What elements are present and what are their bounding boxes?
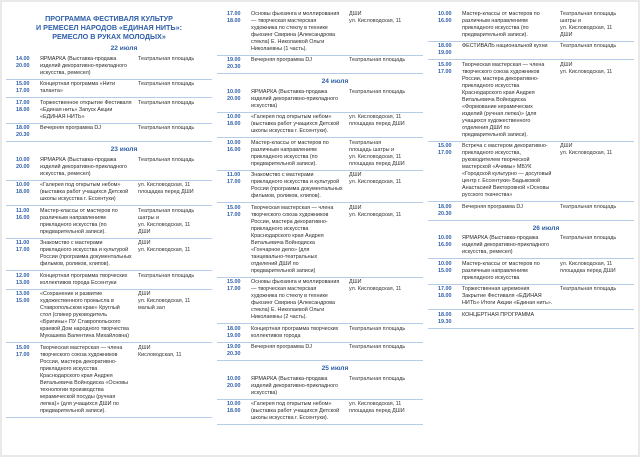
event-location-line: площадка перед ДШИ <box>349 121 405 127</box>
event-location <box>554 11 628 39</box>
schedule-list-3 <box>428 9 634 329</box>
event-description: «Галерея под открытым небом» (выставка работ учащихся Детской школы искусства г. Ессентуки) <box>40 182 129 202</box>
schedule-row <box>6 290 212 344</box>
program-title-line: И РЕМЕСЕЛ НАРОДОВ «ЕДИНАЯ НИТЬ»: <box>36 23 182 32</box>
event-location <box>554 286 628 307</box>
event-location <box>343 89 417 110</box>
event-time <box>428 261 462 282</box>
event-time <box>217 344 251 358</box>
event-time-end: 17.00 <box>227 286 241 292</box>
event-description: Встреча с мастером декоративно-прикладного искусства, руководителем творческой мастерской «Ачимы» МБУК «Городской культурно — досуговый центр г. Ессентуки» Бадыковой Анастасией Викторовной «Основы русского ткачества» <box>462 143 552 198</box>
event-time-start: 10.00 <box>438 260 452 267</box>
event-time-start: 15.00 <box>16 344 30 351</box>
event-time <box>428 43 462 57</box>
event-time <box>217 401 251 422</box>
event-time-end: 20.30 <box>438 210 452 217</box>
event-location-line: ДШИ <box>560 143 573 149</box>
event-description: ЯРМАРКА (Выставка-продажа изделий декоративно-прикладного искусства, ремесел) <box>40 156 128 177</box>
event-time-start: 13.00 <box>16 291 30 297</box>
event-description: ЯРМАРКА (Выставка-продажа изделий декоративно-прикладного искусства, ремесел) <box>462 235 550 255</box>
schedule-row <box>217 171 423 204</box>
event-description: Вечерняя программа DJ <box>40 125 101 131</box>
event-time-start: 10.00 <box>438 10 452 17</box>
event-location-line: площадка перед ДШИ <box>138 189 194 195</box>
schedule-row <box>428 60 634 142</box>
event-time <box>428 286 462 307</box>
schedule-row <box>217 343 423 362</box>
event-description: Мастер-классы от мастеров по различным направлениям прикладного искусства <box>462 260 540 281</box>
event-location-line: Театральная площадь <box>349 325 406 332</box>
event-location <box>554 143 628 199</box>
event-location <box>132 291 206 340</box>
date-heading: 26 июля <box>532 224 560 232</box>
event-time <box>6 81 40 95</box>
event-description: «Галерея под открытым небом» (выставка работ учащихся Детской школы искусства г. Ессентуки). <box>251 114 340 134</box>
event-time-start: 17.00 <box>16 99 30 106</box>
event-location <box>343 140 417 168</box>
event-time-end: 15.00 <box>438 267 452 274</box>
schedule-row <box>217 113 423 139</box>
event-location-line: Театральная площадь <box>138 207 195 214</box>
event-location-line: ул. Кисловодская, 11 <box>560 68 613 75</box>
schedule-list-2 <box>217 9 423 425</box>
event-description: Знакомство с мастерами прикладного искусства и культурой России (программа документальных фильмов, роликов, клипов). <box>251 172 343 199</box>
event-location-line: ул. Кисловодская, 11 <box>138 298 191 304</box>
schedule-column-3 <box>428 9 634 329</box>
event-time-start: 15.00 <box>438 143 452 149</box>
event-time-end: 20.00 <box>16 62 30 69</box>
event-location-line: Кисловодская, 11 <box>138 351 182 358</box>
event-location-line: Театральная площадь <box>138 81 195 87</box>
event-description: Концертная программа «Нити таланта» <box>40 81 116 94</box>
event-location-line: шатры и <box>138 214 160 221</box>
event-location <box>554 43 628 57</box>
event-time <box>217 326 251 340</box>
event-location-line: Театральная площадь <box>560 235 617 241</box>
event-time <box>6 240 40 268</box>
date-heading: 23 июля <box>110 146 138 153</box>
event-location-line: площадь шатры и <box>349 146 395 153</box>
event-location <box>132 56 206 77</box>
event-location-line: ДШИ <box>349 172 362 178</box>
event-location <box>343 326 417 340</box>
schedule-row <box>428 142 634 203</box>
schedule-row <box>6 271 212 290</box>
event-location <box>132 208 206 236</box>
schedule-row <box>428 234 634 260</box>
schedule-column-1 <box>6 10 212 418</box>
event-location <box>343 344 417 358</box>
event-time <box>217 279 251 321</box>
event-description: Вечерняя программа DJ <box>251 344 312 350</box>
event-time-start: 14.00 <box>16 55 30 62</box>
event-description: Основы фьюзинга и моллирования — творческая мастерская художника по стеклу в технике фьюзинг Свирина (Александрова стекла) Е. Николаевой Ольги Николаевны (1 часть). <box>251 10 340 52</box>
event-description: КОНЦЕРТНАЯ ПРОГРАММА <box>462 311 535 318</box>
event-time-end: 16.00 <box>16 214 30 221</box>
event-time-start: 10.00 <box>16 156 30 163</box>
event-location-line: ДШИ <box>560 31 573 38</box>
event-time-end: 20.00 <box>16 163 30 170</box>
date-heading: 22 июля <box>110 45 138 52</box>
event-location-line: ул. Кисловодская, 11 <box>138 182 191 188</box>
event-time-end: 19.30 <box>438 318 452 325</box>
schedule-row <box>217 324 423 343</box>
event-time-start: 10.00 <box>227 139 241 146</box>
event-time <box>6 345 40 415</box>
event-time-start: 18.00 <box>438 43 452 49</box>
event-time-end: 17.00 <box>227 179 241 185</box>
event-time-start: 11.00 <box>16 207 30 214</box>
event-location <box>554 235 628 256</box>
event-location <box>343 172 417 200</box>
event-time <box>6 157 40 178</box>
event-location <box>132 345 206 415</box>
event-location-line: ул. Кисловодская, 11 <box>349 179 402 185</box>
event-time <box>6 100 40 121</box>
event-location-line: Театральная площадь <box>560 203 617 210</box>
program-title-line: ПРОГРАММА ФЕСТИВАЛЯ КУЛЬТУР <box>45 14 173 23</box>
event-location-line: ул. Кисловодская, 11 <box>560 24 613 31</box>
schedule-row <box>6 80 212 99</box>
event-time-end: 15.00 <box>16 298 30 304</box>
event-time-end: 19.00 <box>227 332 241 339</box>
event-time-start: 19.00 <box>227 344 241 350</box>
event-location-line: Театральная площадь <box>138 125 195 131</box>
event-location-line: ДШИ <box>349 279 362 285</box>
event-location-line: ул. Кисловодская, 11 <box>138 221 191 228</box>
event-location <box>343 205 417 275</box>
event-time <box>6 125 40 139</box>
event-time <box>6 273 40 287</box>
event-time <box>428 62 462 139</box>
date-heading: 24 июля <box>321 78 349 85</box>
event-time-end: 17.00 <box>438 150 452 156</box>
event-description: «Сохранение и развитие художественного промысла в Ставропольском крае» Круглый стол (спикер руководитель «Бригины» ПУ Ставропольского краевой Дом народного творчества Мукашева Валентина Михайловна) <box>40 291 129 339</box>
event-description: Творческая мастерская — члена творческого союза художников России, мастера декоративно-прикладного искусства Краснодарского края Андрея Витальевича Войнодиска «Основы технологии производства керамической посуды (ручная лепка)» (для учащихся ДШИ по предварительной записи). <box>40 344 129 414</box>
schedule-row <box>217 203 423 278</box>
schedule-row <box>6 98 212 124</box>
event-location-line: ул. Кисловодская, 11 <box>349 286 402 292</box>
event-location-line: ул. Кисловодская, 11 <box>349 114 402 120</box>
event-description: Торжественная церемония Закрытие Фестиваля «ЕДИНАЯ НИТЬ» Итоги Акции «Единая нить». <box>462 286 553 306</box>
event-time-end: 19.00 <box>438 50 452 56</box>
schedule-row <box>428 310 634 329</box>
event-location-line: ДШИ <box>138 344 151 351</box>
event-time-start: 10.00 <box>227 375 241 382</box>
event-location <box>132 81 206 95</box>
event-location <box>554 261 628 282</box>
event-location <box>343 11 417 53</box>
event-time <box>6 208 40 236</box>
event-time-end: 20.30 <box>227 351 241 357</box>
event-time <box>428 11 462 39</box>
event-time-start: 18.00 <box>438 311 452 318</box>
event-location-line: ДШИ <box>560 61 573 68</box>
event-location <box>343 114 417 135</box>
event-time <box>428 204 462 218</box>
event-location-line: ДШИ <box>138 291 151 297</box>
schedule-row <box>6 124 212 143</box>
schedule-row <box>428 285 634 311</box>
schedule-row <box>428 42 634 61</box>
event-location <box>343 57 417 71</box>
schedule-row <box>217 374 423 400</box>
event-location-line: Театральная площадь <box>349 375 406 382</box>
event-time <box>217 114 251 135</box>
event-location-line: ДШИ <box>138 240 151 246</box>
event-description: Мастер-классы от мастеров по различным направлениям прикладного искусства (по предварительной записи). <box>462 10 540 38</box>
event-time-end: 20.30 <box>16 132 30 138</box>
event-location-line: ул. Кисловодская, 11 <box>349 211 402 218</box>
event-location-line: площадка перед ДШИ <box>349 160 405 167</box>
event-time-end: 20.30 <box>227 64 241 70</box>
event-location-line: шатры и <box>560 17 582 24</box>
event-description: ЯРМАРКА (Выставка-продажа изделий декоративно-прикладного искусства, ремесел) <box>40 55 128 76</box>
event-time-start: 15.00 <box>227 204 241 211</box>
event-description: «Галерея под открытым небом» (выставка работ учащихся Детской школы искусства г. Ессентуки). <box>251 401 340 421</box>
event-time-start: 11.00 <box>16 240 30 246</box>
schedule-row <box>6 155 212 181</box>
event-time-end: 18.00 <box>16 106 30 113</box>
event-time-end: 16.00 <box>438 17 452 24</box>
event-location-line: Театральная площадь <box>138 156 195 163</box>
event-time-end: 13.00 <box>16 279 30 286</box>
event-location-line: ул. Кисловодская, 11 <box>349 401 402 407</box>
event-location <box>132 240 206 268</box>
event-description: Вечерняя программа DJ <box>462 203 523 210</box>
event-time-start: 18.00 <box>438 203 452 210</box>
event-time-start: 11.00 <box>227 172 241 178</box>
event-time-end: 17.00 <box>16 351 30 358</box>
event-location-line: Театральная площадь <box>349 57 406 63</box>
schedule-row <box>6 54 212 80</box>
schedule-row <box>428 259 634 285</box>
program-page <box>2 2 638 455</box>
event-location <box>554 62 628 139</box>
event-time <box>217 11 251 53</box>
event-description: Знакомство с мастерами прикладного искусства и культурой России (программа документальных фильмов, роликов, клипов). <box>40 240 132 267</box>
event-time-end: 17.00 <box>16 88 30 94</box>
schedule-row <box>217 278 423 325</box>
event-time <box>217 57 251 71</box>
event-location <box>132 157 206 178</box>
event-time <box>6 56 40 77</box>
event-time-start: 17.00 <box>227 10 241 17</box>
schedule-row <box>217 400 423 426</box>
event-location-line: Театральная площадь <box>349 344 406 350</box>
event-location-line: ул. Кисловодская, 11 <box>138 247 191 253</box>
program-title-line: РЕМЕСЛО В РУКАХ МОЛОДЫХ» <box>52 32 166 41</box>
event-location-line: Театральная площадь <box>560 10 617 17</box>
event-time-end: 18.00 <box>227 121 241 127</box>
schedule-row <box>217 87 423 113</box>
event-location-line: Театральная площадь <box>560 43 617 49</box>
event-time-start: 12.00 <box>16 272 30 279</box>
event-location <box>343 376 417 397</box>
event-time-start: 10.00 <box>16 182 30 188</box>
event-description: ФЕСТИВАЛЬ национальной кухни <box>462 43 548 49</box>
schedule-row <box>6 206 212 239</box>
event-location-line: ул. Кисловодская, 11 <box>349 17 402 24</box>
event-description: Вечерняя программа DJ <box>251 57 312 63</box>
event-time-start: 10.00 <box>227 88 241 95</box>
schedule-row <box>428 202 634 221</box>
event-location <box>343 401 417 422</box>
event-time <box>6 182 40 203</box>
schedule-row <box>6 239 212 272</box>
event-time-start: 15.00 <box>16 81 30 87</box>
event-location-line: ул. Кисловодская, 11 <box>349 153 402 160</box>
event-location-line: ДШИ <box>138 228 151 235</box>
event-location-line: малый зал <box>138 305 165 311</box>
event-location-line: Театральная площадь <box>560 286 617 292</box>
event-description: Творческая мастерская — члена творческого союза художников России, мастера декоративно-прикладного искусства Краснодарского края Андрея Витальевича Войнодиска «Гончарное дело» (для танцевально-театральных отделений ДШИ по предварительной записи) <box>251 204 334 274</box>
event-time-end: 16.00 <box>227 146 241 153</box>
event-time-end: 17.00 <box>438 68 452 75</box>
program-title <box>6 14 212 41</box>
event-location-line: Театральная площадь <box>138 272 195 279</box>
event-time-start: 18.00 <box>16 125 30 131</box>
event-time <box>428 235 462 256</box>
event-time-end: 18.00 <box>16 189 30 195</box>
event-description: Концертная программа творческих коллективов города <box>251 325 339 339</box>
event-time-end: 18.00 <box>438 293 452 299</box>
schedule-row <box>428 9 634 42</box>
event-time-start: 18.00 <box>227 325 241 332</box>
event-time-end: 18.00 <box>227 17 241 24</box>
event-time <box>6 291 40 340</box>
event-time-end: 17.00 <box>16 247 30 253</box>
event-location-line: ул. Кисловодская, 11 <box>560 260 613 267</box>
event-description: Концертная программа творческих коллективов города Ессентуки <box>40 272 128 286</box>
schedule-row <box>217 9 423 56</box>
event-location <box>343 279 417 321</box>
event-location-line: площадка перед ДШИ <box>349 408 405 414</box>
event-time <box>428 312 462 326</box>
schedule-list-1 <box>6 44 212 418</box>
event-location <box>132 273 206 287</box>
event-description: Мастер-классы от мастеров по различным направлениям прикладного искусства (по предварительной записи). <box>40 207 118 235</box>
event-time-start: 19.00 <box>227 57 241 63</box>
event-location-line: ДШИ <box>349 10 362 17</box>
event-time-end: 17.00 <box>227 211 241 218</box>
event-location-line: Театральная <box>349 139 382 146</box>
event-time <box>217 140 251 168</box>
event-time-end: 20.00 <box>227 382 241 389</box>
event-description: Творческая мастерская — члена творческого союза художников России, мастера декоративно-прикладного искусства Краснодарского края Андрея Витальевича Войнодиска «Формование керамических изделий (ручная лепка)» (для учащихся художественного отделения ДШИ по предварительной записи). <box>462 61 545 138</box>
event-location <box>554 312 628 326</box>
event-time-start: 10.00 <box>227 114 241 120</box>
schedule-row <box>217 56 423 75</box>
event-location <box>132 100 206 121</box>
schedule-column-2 <box>217 9 423 425</box>
event-location-line: Театральная площадь <box>138 55 195 62</box>
event-location <box>554 204 628 218</box>
event-location-line: площадка перед ДШИ <box>560 267 616 274</box>
event-time-start: 10.00 <box>227 401 241 407</box>
event-description: Основы фьюзинга и моллирования — творческая мастерская художника по стеклу в технике фьюзинг Свирина (Александрова стекла) Е. Николаевой Ольги Николаевны (2 часть). <box>251 279 340 320</box>
event-location-line: Театральная площадь <box>349 88 406 95</box>
schedule-row <box>6 343 212 418</box>
event-time-start: 10.00 <box>438 235 452 241</box>
event-location <box>132 125 206 139</box>
date-heading: 25 июля <box>321 365 349 372</box>
event-time-start: 15.00 <box>438 61 452 68</box>
event-time-start: 15.00 <box>227 279 241 285</box>
event-description: Торжественное открытие Фестиваля «Единая нить» Запуск Акции «ЕДИНАЯ НИТЬ» <box>40 99 132 120</box>
event-location-line: ДШИ <box>349 204 362 211</box>
event-time-end: 16.00 <box>438 242 452 248</box>
event-time <box>217 376 251 397</box>
event-time <box>217 205 251 275</box>
schedule-row <box>6 181 212 207</box>
event-description: ЯРМАРКА (Выставка-продажа изделий декоративно-прикладного искусства) <box>251 375 339 396</box>
event-time <box>217 172 251 200</box>
event-time <box>428 143 462 199</box>
event-time-end: 18.00 <box>227 408 241 414</box>
event-location-line: Театральная площадь <box>138 99 195 106</box>
event-description: ЯРМАРКА (Выставка-продажа изделий декоративно-прикладного искусства) <box>251 88 339 109</box>
event-location-line: ул. Кисловодская, 11 <box>560 150 613 156</box>
event-time-end: 20.00 <box>227 95 241 102</box>
event-description: Мастер-классы от мастеров по различным направлениям прикладного искусства (по предварительной записи). <box>251 139 329 167</box>
event-location <box>132 182 206 203</box>
schedule-row <box>217 138 423 171</box>
event-time-start: 17.00 <box>438 286 452 292</box>
event-time <box>217 89 251 110</box>
